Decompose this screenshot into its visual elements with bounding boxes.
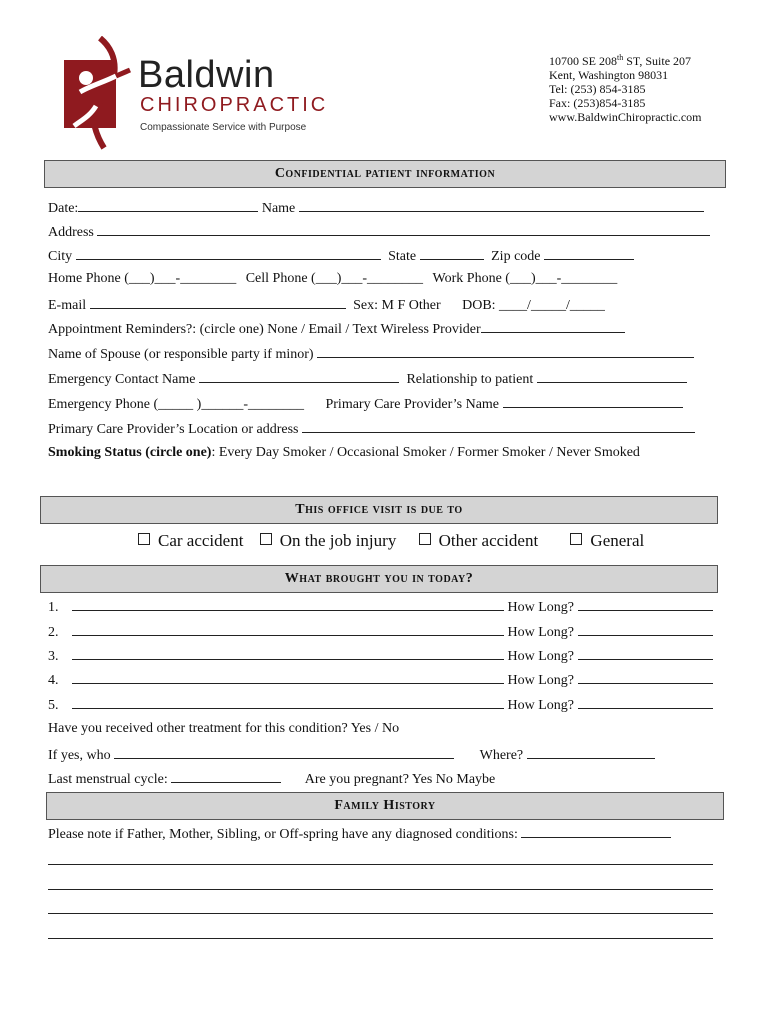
complaint-row — [48, 671, 713, 689]
menstrual-label: Last menstrual cycle: — [48, 772, 168, 787]
sex-field[interactable]: Sex: M F Other — [353, 298, 441, 313]
visit-reason-options — [138, 531, 644, 551]
complaint-field[interactable] — [72, 598, 504, 611]
phone-row — [48, 271, 617, 287]
email-label: E-mail — [48, 298, 87, 313]
complaint-number: 1. — [48, 600, 59, 615]
pcp-location-field[interactable] — [302, 420, 695, 433]
date-name-row — [48, 199, 704, 217]
state-label: State — [388, 249, 417, 264]
complaint-number: 2. — [48, 625, 59, 640]
smoking-options[interactable]: : Every Day Smoker / Occasional Smoker / Former Smoker / Never Smoked — [211, 445, 640, 460]
brand-tagline: Compassionate Service with Purpose — [140, 122, 307, 133]
visit-option-general[interactable] — [570, 531, 644, 550]
family-history-line[interactable] — [48, 913, 713, 914]
reminders-label[interactable]: Appointment Reminders?: (circle one) None / Email / Text Wireless Provider — [48, 322, 481, 337]
visit-option-label: Other accident — [438, 531, 539, 550]
city-label: City — [48, 249, 73, 264]
complaint-row — [48, 696, 713, 714]
treatment-question[interactable] — [48, 721, 399, 737]
address-line-1: 10700 SE 208 — [549, 54, 618, 68]
section-title: This office visit is due to — [295, 502, 463, 517]
name-field[interactable] — [299, 199, 704, 212]
pcp-location-label: Primary Care Provider’s Location or address — [48, 422, 299, 437]
emergency-contact-field[interactable] — [199, 370, 399, 383]
menstrual-field[interactable] — [171, 770, 281, 783]
emergency-phone-field[interactable]: Emergency Phone (_____ )______-________ — [48, 397, 304, 412]
address-line-1-end: ST, Suite 207 — [623, 54, 692, 68]
where-label: Where? — [479, 748, 524, 763]
spouse-row — [48, 345, 694, 363]
address-website: www.BaldwinChiropractic.com — [549, 110, 702, 124]
address-line-1-suffix: th — [617, 53, 624, 62]
brand-name: Baldwin — [138, 54, 275, 96]
smoking-label: Smoking Status (circle one) — [48, 445, 212, 460]
how-long-label: How Long? — [507, 600, 574, 615]
state-field[interactable] — [420, 247, 484, 260]
reminders-row — [48, 320, 625, 338]
family-history-line[interactable] — [48, 938, 713, 939]
address-row — [48, 223, 710, 241]
name-label: Name — [261, 201, 296, 216]
family-history-line[interactable] — [48, 889, 713, 890]
pregnant-question[interactable]: Are you pregnant? Yes No Maybe — [304, 772, 496, 787]
visit-option-other-accident[interactable] — [419, 531, 539, 550]
address-field[interactable] — [97, 223, 710, 236]
section-title: What brought you in today? — [284, 571, 474, 586]
checkbox-icon[interactable] — [419, 533, 431, 545]
date-field[interactable] — [78, 199, 258, 212]
how-long-label: How Long? — [507, 625, 574, 640]
smoking-row — [48, 445, 640, 461]
how-long-label: How Long? — [507, 698, 574, 713]
home-phone-field[interactable]: Home Phone (___)___-________ — [48, 271, 237, 286]
section-header-patient-info — [44, 160, 726, 188]
family-note-row — [48, 825, 671, 843]
address-telephone: Tel: (253) 854-3185 — [549, 82, 646, 96]
complaint-field[interactable] — [72, 696, 504, 709]
family-history-line[interactable] — [48, 864, 713, 865]
address-fax: Fax: (253)854-3185 — [549, 96, 646, 110]
how-long-field[interactable] — [578, 671, 713, 684]
pcp-name-label: Primary Care Provider’s Name — [325, 397, 500, 412]
logo — [60, 36, 329, 151]
spouse-field[interactable] — [317, 345, 694, 358]
work-phone-field[interactable]: Work Phone (___)___-________ — [432, 271, 618, 286]
complaint-field[interactable] — [72, 647, 504, 660]
complaint-row — [48, 623, 713, 641]
address-label: Address — [48, 225, 94, 240]
menstrual-row — [48, 770, 495, 788]
section-header-brought-in — [40, 565, 718, 593]
pcp-name-field[interactable] — [503, 395, 683, 408]
how-long-field[interactable] — [578, 647, 713, 660]
cell-phone-field[interactable]: Cell Phone (___)___-________ — [245, 271, 424, 286]
complaint-field[interactable] — [72, 671, 504, 684]
zip-label: Zip code — [491, 249, 541, 264]
email-field[interactable] — [90, 296, 346, 309]
relationship-label: Relationship to patient — [406, 372, 534, 387]
family-note-field[interactable] — [521, 825, 671, 838]
emergency-contact-row — [48, 370, 687, 388]
checkbox-icon[interactable] — [570, 533, 582, 545]
clinic-address — [549, 51, 702, 124]
relationship-field[interactable] — [537, 370, 687, 383]
where-field[interactable] — [527, 746, 655, 759]
dob-field[interactable]: DOB: ____/_____/_____ — [462, 298, 605, 313]
emergency-phone-row — [48, 395, 683, 413]
if-yes-field[interactable] — [114, 746, 454, 759]
how-long-label: How Long? — [507, 649, 574, 664]
pcp-location-row — [48, 420, 695, 438]
visit-option-car-accident[interactable] — [138, 531, 243, 550]
emergency-contact-label: Emergency Contact Name — [48, 372, 196, 387]
treatment-question-text: Have you received other treatment for this condition? Yes / No — [48, 721, 400, 736]
if-yes-row — [48, 746, 655, 764]
complaint-field[interactable] — [72, 623, 504, 636]
checkbox-icon[interactable] — [260, 533, 272, 545]
checkbox-icon[interactable] — [138, 533, 150, 545]
spouse-label: Name of Spouse (or responsible party if minor) — [48, 347, 314, 362]
if-yes-label: If yes, who — [48, 748, 111, 763]
date-label: Date: — [48, 201, 79, 216]
how-long-label: How Long? — [507, 673, 574, 688]
complaint-number: 5. — [48, 698, 59, 713]
section-title: Family History — [334, 798, 436, 813]
city-field[interactable] — [76, 247, 381, 260]
section-title: Confidential patient information — [274, 166, 496, 181]
visit-option-label: On the job injury — [279, 531, 397, 550]
city-row — [48, 247, 634, 265]
address-line-2: Kent, Washington 98031 — [549, 68, 669, 82]
how-long-field[interactable] — [578, 598, 713, 611]
how-long-field[interactable] — [578, 696, 713, 709]
complaint-number: 4. — [48, 673, 59, 688]
complaint-row — [48, 598, 713, 616]
complaint-row — [48, 647, 713, 665]
section-header-visit-due — [40, 496, 718, 524]
family-note-label: Please note if Father, Mother, Sibling, or Off-spring have any diagnosed conditions: — [48, 827, 518, 842]
wireless-provider-field[interactable] — [481, 320, 625, 333]
complaint-number: 3. — [48, 649, 59, 664]
visit-option-job-injury[interactable] — [260, 531, 397, 550]
visit-option-label: Car accident — [158, 531, 244, 550]
chiropractic-logo-icon — [60, 36, 140, 151]
brand-subtitle: CHIROPRACTIC — [140, 94, 329, 116]
email-row — [48, 296, 605, 314]
zip-field[interactable] — [544, 247, 634, 260]
visit-option-label: General — [590, 531, 645, 550]
how-long-field[interactable] — [578, 623, 713, 636]
section-header-family-history — [46, 792, 724, 820]
